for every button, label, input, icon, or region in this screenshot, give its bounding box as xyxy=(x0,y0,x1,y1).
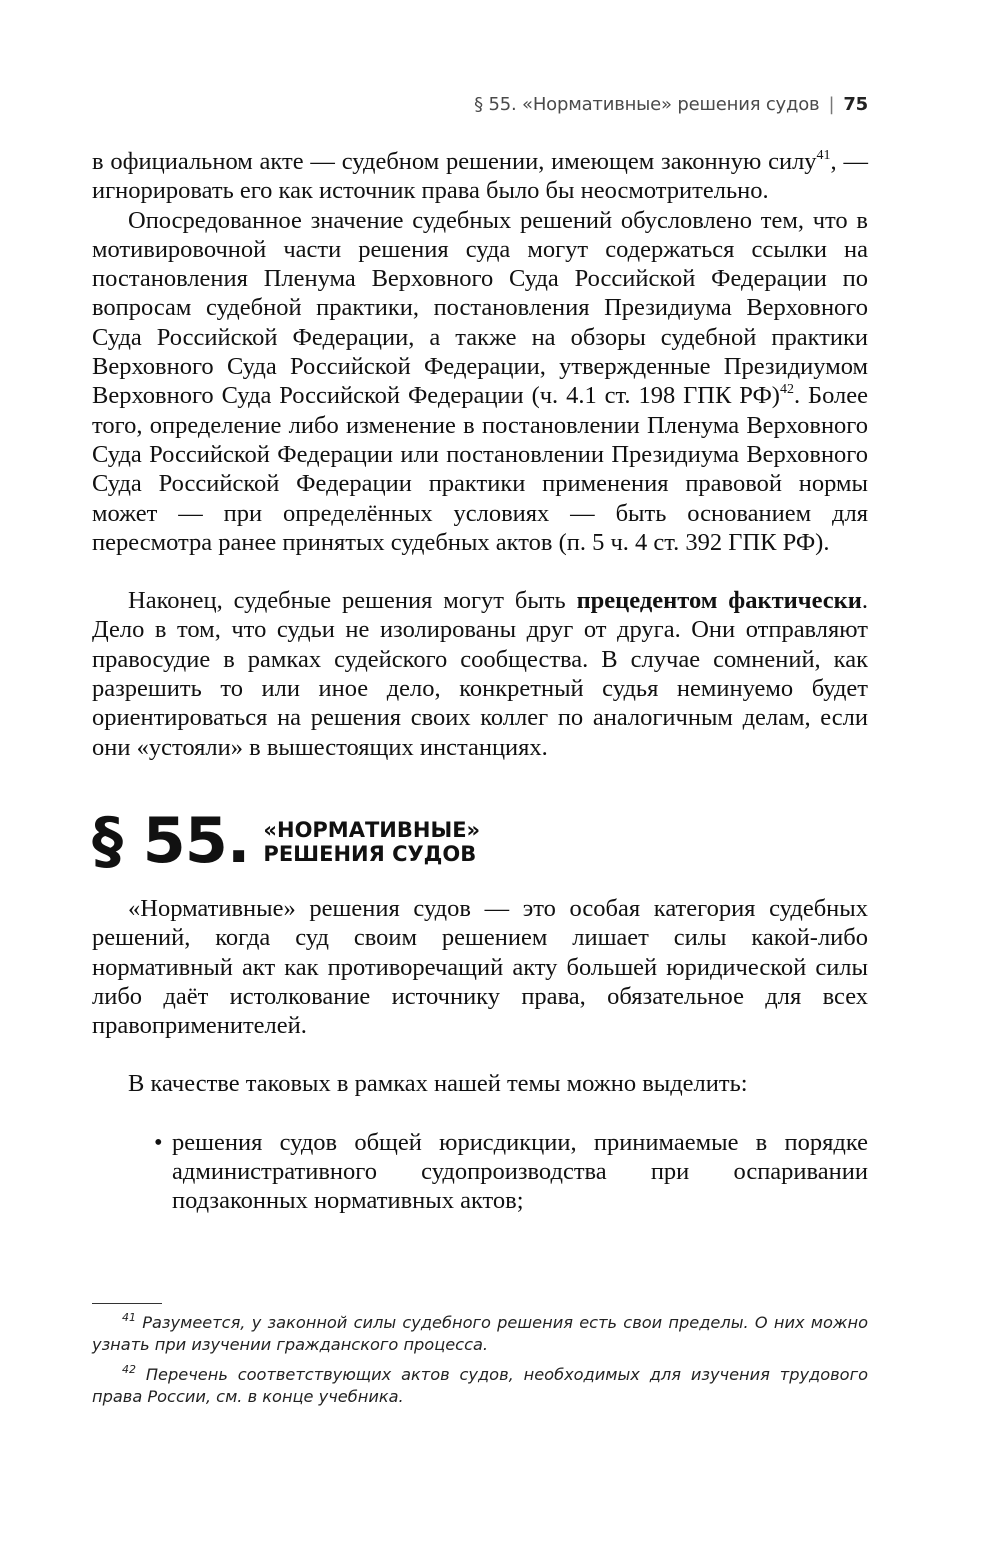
footnote-ref-41[interactable]: 41 xyxy=(816,148,831,163)
list-item xyxy=(92,1128,868,1216)
footnote-number: 41 xyxy=(122,1311,136,1324)
footnote-number: 42 xyxy=(122,1363,136,1376)
footnote-divider xyxy=(92,1303,162,1304)
list-item-text: решения судов общей юрисдикции, принимаемые в порядке административного судопроизводства при оспаривании подзаконных нормативных актов; xyxy=(172,1128,868,1215)
section-title-line1: «НОРМАТИВНЫЕ» xyxy=(263,817,481,842)
footnotes xyxy=(92,1303,868,1416)
paragraph-text: . Более того, определение либо изменение в постановлении Пленума Верховного Суда Российской Федерации или постановлении Президиума Верховного Суда Российской Федерации практики применения правовой нормы может — при определённых условиях — быть основанием для пересмотра ранее принятых судебных актов (п. 5 ч. 4 ст. 392 ГПК РФ). xyxy=(92,382,868,556)
paragraph-mediated-meaning xyxy=(92,206,868,558)
running-header xyxy=(474,94,868,115)
paragraph-text: в официальном акте — судебном решении, имеющем законную силу xyxy=(92,148,817,175)
page-number: 75 xyxy=(843,94,868,115)
section-number: § 55. xyxy=(92,803,250,877)
paragraph-list-intro: В качестве таковых в рамках нашей темы можно выделить: xyxy=(128,1070,748,1098)
bold-term: прецедентом фактически xyxy=(576,587,862,615)
section-title xyxy=(263,818,480,866)
paragraph-text: Опосредованное значение судебных решений обусловлено тем, что в мотивировочной части решения суда могут содержаться ссылки на постановления Пленума Верховного Суда Российской Федерации по вопросам судебной практики, постановления Президиума Верховного Суда Российской Федерации, а также на обзоры судебной практики Верховного Суда Российской Федерации, утвержденные Президиумом Верховного Суда Российской Федерации (ч. 4.1 ст. 198 ГПК РФ) xyxy=(92,206,868,410)
running-title: § 55. «Нормативные» решения судов xyxy=(474,94,820,115)
paragraph-text: . Дело в том, что судьи не изолированы друг от друга. Они отправляют правосудие в рамках судейского сообщества. В случае сомнений, как разрешить то или иное дело, конкретный судья неминуемо будет ориентироваться на решения своих коллег по аналогичным делам, если они «устояли» в вышестоящих инстанциях. xyxy=(92,587,868,761)
body-text xyxy=(92,147,868,1216)
paragraph-continued xyxy=(92,147,868,206)
header-separator: | xyxy=(828,94,835,115)
footnote-text: Разумеется, у законной силы судебного решения есть свои пределы. О них можно узнать при изучении гражданского процесса. xyxy=(92,1313,868,1354)
section-heading xyxy=(92,792,868,877)
bullet-list xyxy=(92,1128,868,1216)
book-page xyxy=(92,0,868,1552)
footnote-ref-42[interactable]: 42 xyxy=(779,382,794,398)
paragraph-precedent xyxy=(92,586,868,762)
footnote-text: Перечень соответствующих актов судов, необходимых для изучения трудового права России, см. в конце учебника. xyxy=(92,1365,868,1406)
bullet-marker: • xyxy=(154,1128,163,1156)
footnote-42 xyxy=(92,1364,868,1408)
paragraph-text: Наконец, судебные решения могут быть xyxy=(128,587,577,615)
footnote-41 xyxy=(92,1312,868,1356)
paragraph-text: , — игнорировать его как источник права было бы неосмотрительно. xyxy=(92,148,868,205)
section-title-line2: РЕШЕНИЯ СУДОВ xyxy=(263,841,477,866)
paragraph-normative-definition: «Нормативные» решения судов — это особая категория судебных решений, когда суд своим решением лишает силы какой-либо нормативный акт как противоречащий акту большей юридической силы либо даёт истолкование источнику права, обязательное для всех правоприменителей. xyxy=(92,894,868,1040)
